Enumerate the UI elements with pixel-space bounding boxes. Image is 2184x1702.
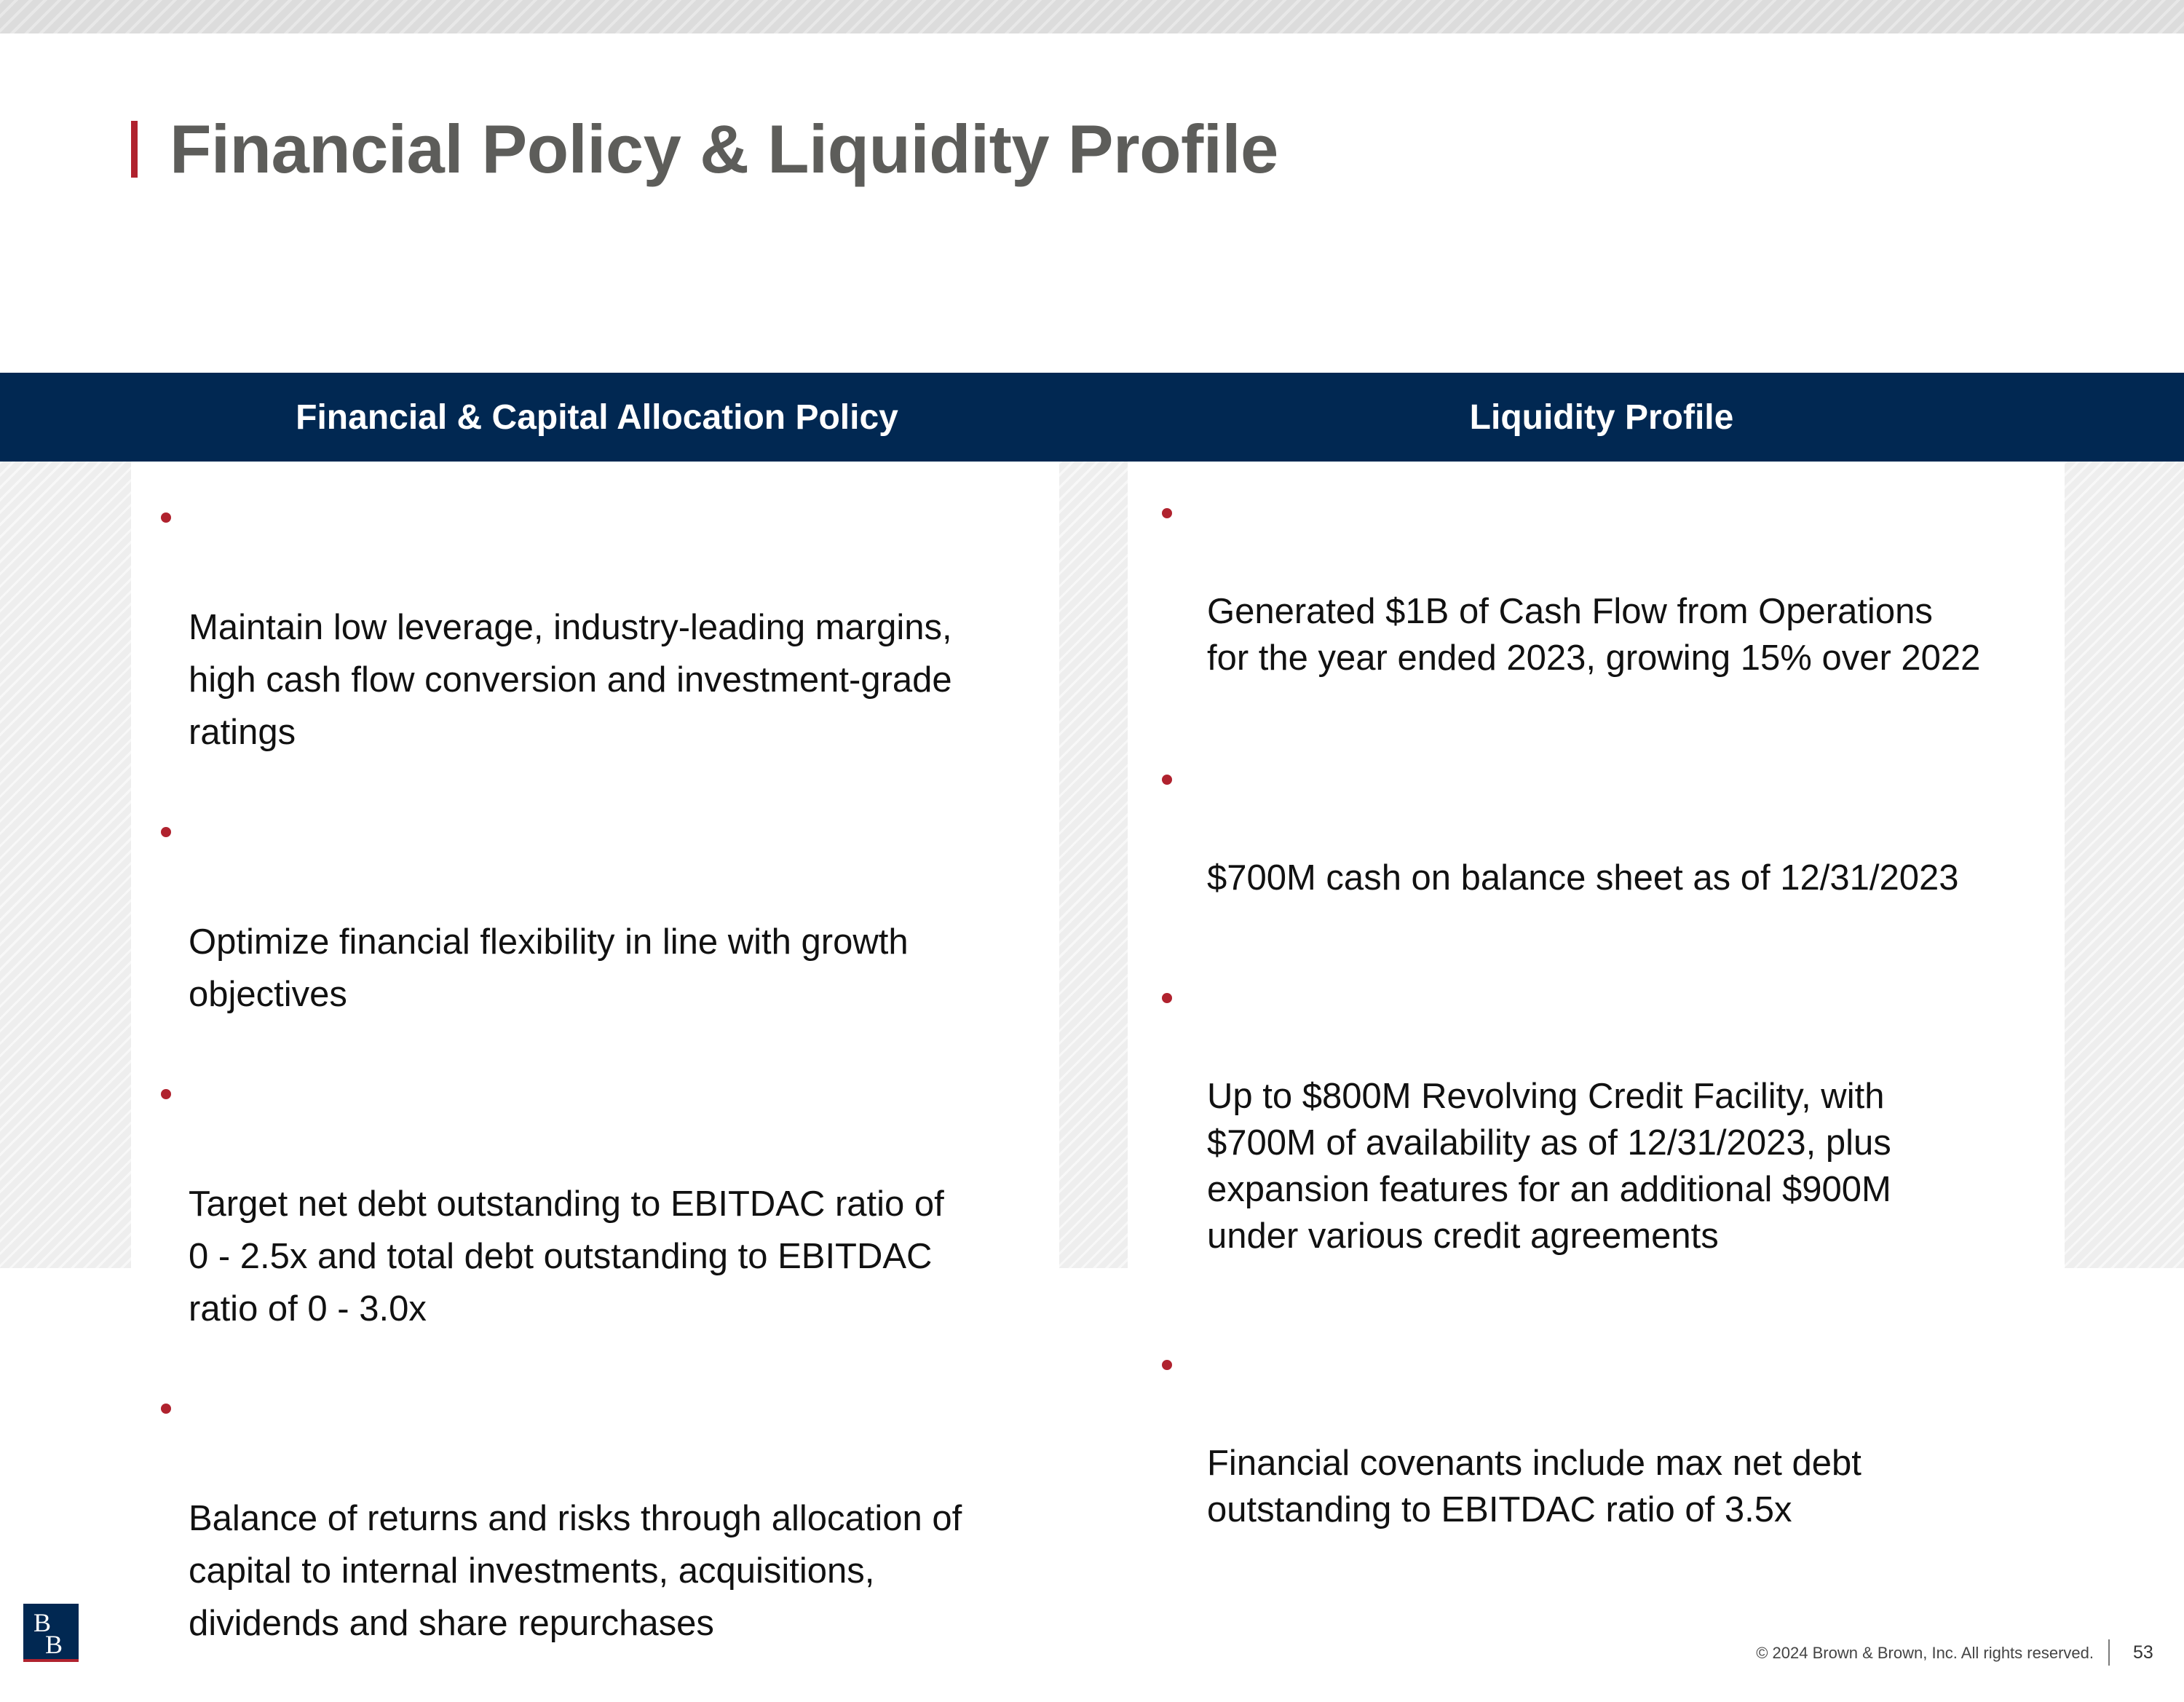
liquidity-bullet-text: Financial covenants include max net debt outstanding to EBITDAC ratio of 3.5x — [1207, 1444, 1861, 1529]
policy-bullet-text: Target net debt outstanding to EBITDAC ratio of 0 - 2.5x and total debt outstanding to EBITDAC ratio of 0 - 3.0x — [189, 1184, 944, 1329]
top-decorative-stripe — [0, 0, 2184, 33]
policy-bullet — [189, 811, 1062, 1021]
bullet-dot-icon — [1162, 1360, 1172, 1370]
title-block — [131, 109, 1278, 189]
liquidity-bullet — [1207, 761, 2066, 901]
liquidity-bullet-text: Generated $1B of Cash Flow from Operations for the year ended 2023, growing 15% over 2022 — [1207, 592, 1981, 678]
bullet-dot-icon — [161, 512, 171, 523]
policy-bullet-text: Balance of returns and risks through allocation of capital to internal investments, acquisitions, dividends and share repurchases — [189, 1499, 962, 1643]
liquidity-bullet-text: Up to $800M Revolving Credit Facility, with $700M of availability as of 12/31/2023, plus expansion features for an additional $900M under various credit agreements — [1207, 1077, 1891, 1256]
policy-bullet — [189, 1073, 1062, 1335]
liquidity-bullet — [1207, 980, 2066, 1259]
policy-bullet-text: Maintain low leverage, industry-leading margins, high cash flow conversion and investment-grade ratings — [189, 608, 952, 752]
bullet-dot-icon — [1162, 993, 1172, 1003]
liquidity-bullet — [1207, 1347, 2066, 1533]
page-title: Financial Policy & Liquidity Profile — [170, 111, 1278, 187]
bullet-dot-icon — [1162, 775, 1172, 785]
logo-letter-top: B — [33, 1608, 52, 1637]
footer-divider — [2108, 1639, 2110, 1666]
right-margin-pattern — [2065, 462, 2184, 1268]
bullet-dot-icon — [161, 827, 171, 837]
liquidity-bullet — [1207, 495, 2066, 681]
logo-letter-bottom: B — [45, 1630, 63, 1659]
bullet-dot-icon — [161, 1089, 171, 1099]
center-gutter-pattern — [1059, 462, 1128, 1268]
page-number: 53 — [2133, 1642, 2153, 1663]
column-header-band — [0, 373, 2184, 462]
right-column-header: Liquidity Profile — [1469, 397, 1734, 437]
policy-bullet — [189, 1388, 1062, 1650]
copyright-notice: © 2024 Brown & Brown, Inc. All rights reserved. — [1756, 1644, 2094, 1662]
policy-bullet — [189, 496, 1062, 759]
liquidity-bullet-list — [1207, 495, 2066, 1533]
title-accent-bar — [131, 121, 138, 178]
left-margin-pattern — [0, 462, 131, 1268]
bullet-dot-icon — [161, 1404, 171, 1414]
policy-bullet-text: Optimize financial flexibility in line with growth objectives — [189, 922, 909, 1014]
brown-and-brown-logo — [23, 1604, 79, 1662]
bullet-dot-icon — [1162, 508, 1172, 518]
liquidity-bullet-text: $700M cash on balance sheet as of 12/31/2023 — [1207, 858, 1959, 898]
left-column-header: Financial & Capital Allocation Policy — [296, 397, 898, 437]
policy-bullet-list — [189, 496, 1062, 1702]
